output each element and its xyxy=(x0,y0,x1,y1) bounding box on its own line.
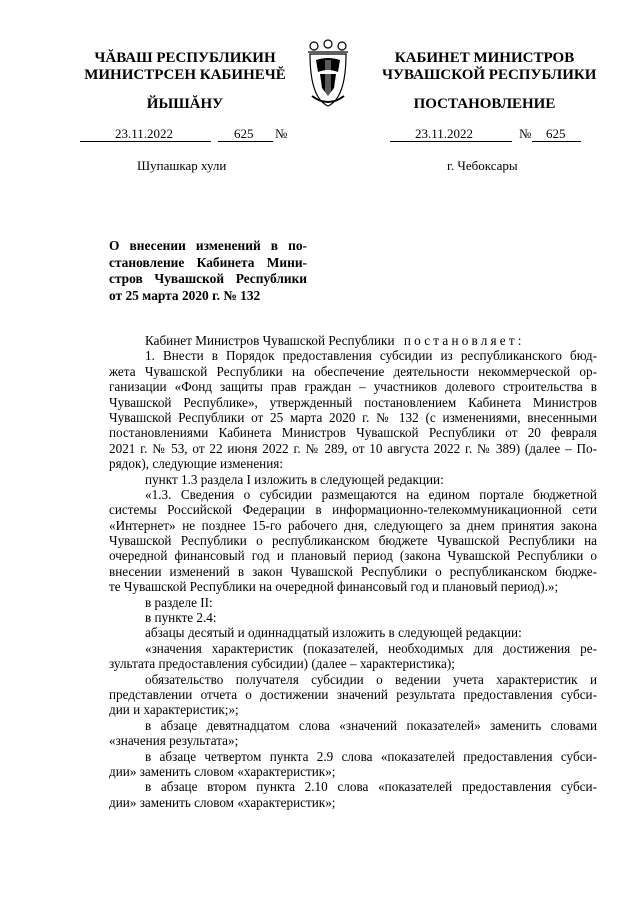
body-line: Чувашской Республики от 25 марта 2020 г. № 132 (с изменениями, внесенными xyxy=(109,409,597,425)
body-line: в абзаце девятнадцатом слова «значений показателей» заменить словами xyxy=(145,717,597,733)
subject-line: становление Кабинета Мини- xyxy=(109,254,307,270)
number-right: 625 xyxy=(546,126,566,141)
subject-line: от 25 марта 2020 г. № 132 xyxy=(109,287,261,303)
header-right-line2: ЧУВАШСКОЙ РЕСПУБЛИКИ xyxy=(382,67,597,83)
body-line: постановлениями Кабинета Министров Чувашской Республики от 20 февраля xyxy=(109,425,597,441)
date-left: 23.11.2022 xyxy=(115,126,174,141)
chuvash-emblem-icon xyxy=(298,38,358,110)
number-sign-right: № xyxy=(519,126,532,141)
body-line: представлении отчета о достижении значений результата предоставления субси- xyxy=(109,686,597,702)
header-left-doc-type: ЙЫШĂНУ xyxy=(146,96,224,112)
subject-line: О внесении изменений в по- xyxy=(109,238,307,253)
header-right-line1: КАБИНЕТ МИНИСТРОВ xyxy=(394,50,575,66)
body-line: 1. Внести в Порядок предоставления субсидии из республиканского бюд- xyxy=(145,348,597,364)
body-line: в пункте 2.4: xyxy=(145,610,217,626)
body-line: в абзаце втором пункта 2.10 слова «показателей предоставления субси- xyxy=(145,779,597,795)
date-right: 23.11.2022 xyxy=(415,126,474,141)
body-line: ганизации «Фонд защиты прав граждан – участников долевого строительства в xyxy=(109,379,597,395)
header-left-line2: МИНИСТРСЕН КАБИНЕЧĔ xyxy=(84,67,286,83)
body-line: внесении изменений в закон Чувашской Республики о республиканском бюдже- xyxy=(109,563,597,579)
body-line: «значения результата»; xyxy=(109,733,239,749)
body-line: дии» заменить словом «характеристик»; xyxy=(109,763,336,779)
number-sign-left: № xyxy=(275,126,288,141)
body-line: рядок), следующие изменения: xyxy=(109,456,284,472)
body-line: обязательство получателя субсидии о ведении учета характеристик и xyxy=(145,671,597,687)
body-line: жета Чувашской Республики на обеспечение деятельности некоммерческой ор- xyxy=(109,363,597,379)
city-left: Шупашкар хули xyxy=(137,158,227,173)
body-line: пункт 1.3 раздела I изложить в следующей редакции: xyxy=(145,471,444,487)
body-line: «1.3. Сведения о субсидии размещаются на едином портале бюджетной xyxy=(145,486,597,502)
preamble-text: Кабинет Министров Чувашской Республики xyxy=(145,333,395,348)
document-body xyxy=(109,333,597,810)
subject-line: стров Чувашской Республики xyxy=(109,271,307,286)
header-right-doc-type: ПОСТАНОВЛЕНИЕ xyxy=(413,96,556,112)
body-line: зультата предоставления субсидии) (далее – характеристика); xyxy=(109,656,455,672)
body-line: дии и характеристик;»; xyxy=(109,702,239,718)
header-right-org xyxy=(382,50,597,84)
preamble xyxy=(109,333,597,348)
city-right: г. Чебоксары xyxy=(447,158,518,173)
body-line: системы Российской Федерации в информационно-телекоммуникационной сети xyxy=(109,502,597,518)
body-line: «значения характеристик (показателей, необходимых для достижения ре- xyxy=(145,640,597,656)
document-subject xyxy=(109,238,307,304)
body-line: «Интернет» не позднее 15-го рабочего дня, следующего за днем принятия закона xyxy=(109,517,597,533)
body-line: Чувашской Республики о республиканском бюджете Чувашской Республики на xyxy=(109,533,597,549)
body-line: абзацы десятый и одиннадцатый изложить в следующей редакции: xyxy=(145,625,522,641)
body-line: Чувашской Республике», утвержденный постановлением Кабинета Министров xyxy=(109,394,597,410)
number-left: 625 xyxy=(234,126,254,141)
body-line: дии» заменить словом «характеристик»; xyxy=(109,794,336,810)
body-line: те Чувашской Республики на очередной финансовый год и плановый период).»; xyxy=(109,579,559,595)
header-left-org xyxy=(80,50,290,84)
header-left-line1: ЧĂВАШ РЕСПУБЛИКИН xyxy=(94,50,276,66)
body-line: в разделе II: xyxy=(145,594,213,610)
body-line: в абзаце четвертом пункта 2.9 слова «показателей предоставления субси- xyxy=(145,748,597,764)
body-line: 2021 г. № 53, от 22 июня 2022 г. № 289, от 10 августа 2022 г. № 389) (далее – По- xyxy=(109,440,597,456)
body-line: очередной финансовый год и плановый период (закона Чувашской Республики о xyxy=(109,548,597,564)
preamble-verb: постановляет: xyxy=(403,333,525,348)
